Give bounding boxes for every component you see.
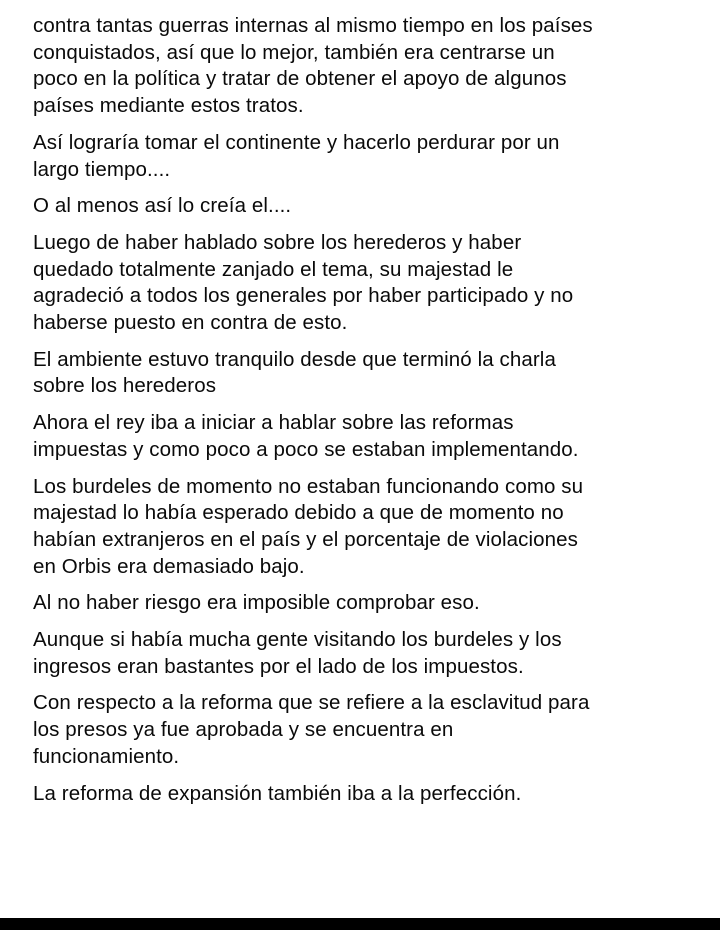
paragraph: Al no haber riesgo era imposible comprobar eso.: [33, 591, 480, 615]
bottom-edge-bar: [0, 918, 720, 930]
paragraph: La reforma de expansión también iba a la perfección.: [33, 781, 522, 805]
paragraph: contra tantas guerras internas al mismo tiempo en los países conquistados, así que lo mejor, también era centrarse un poco en la política y tratar de obtener el apoyo de algunos países mediante estos tratos.: [33, 14, 593, 118]
paragraph: Con respecto a la reforma que se refiere a la esclavitud para los presos ya fue aprobada y se encuentra en funcionamiento.: [33, 691, 590, 768]
paragraph: Así lograría tomar el continente y hacerlo perdurar por un largo tiempo....: [33, 130, 560, 181]
paragraph: Aunque si había mucha gente visitando los burdeles y los ingresos eran bastantes por el lado de los impuestos.: [33, 628, 562, 678]
paragraph: O al menos así lo creía el....: [33, 194, 292, 218]
paragraph: Los burdeles de momento no estaban funcionando como su majestad lo había esperado debido a que de momento no habían extranjeros en el país y el porcentaje de violaciones en Orbis era demasiado bajo.: [33, 474, 584, 578]
document-body: [33, 13, 693, 817]
paragraph: Ahora el rey iba a iniciar a hablar sobre las reformas impuestas y como poco a poco se estaban implementando.: [33, 411, 579, 461]
paragraph: El ambiente estuvo tranquilo desde que terminó la charla sobre los herederos: [33, 347, 556, 398]
paragraph: Luego de haber hablado sobre los herederos y haber quedado totalmente zanjado el tema, su majestad le agradeció a todos los generales por haber participado y no haberse puesto en contra de esto.: [33, 230, 574, 335]
